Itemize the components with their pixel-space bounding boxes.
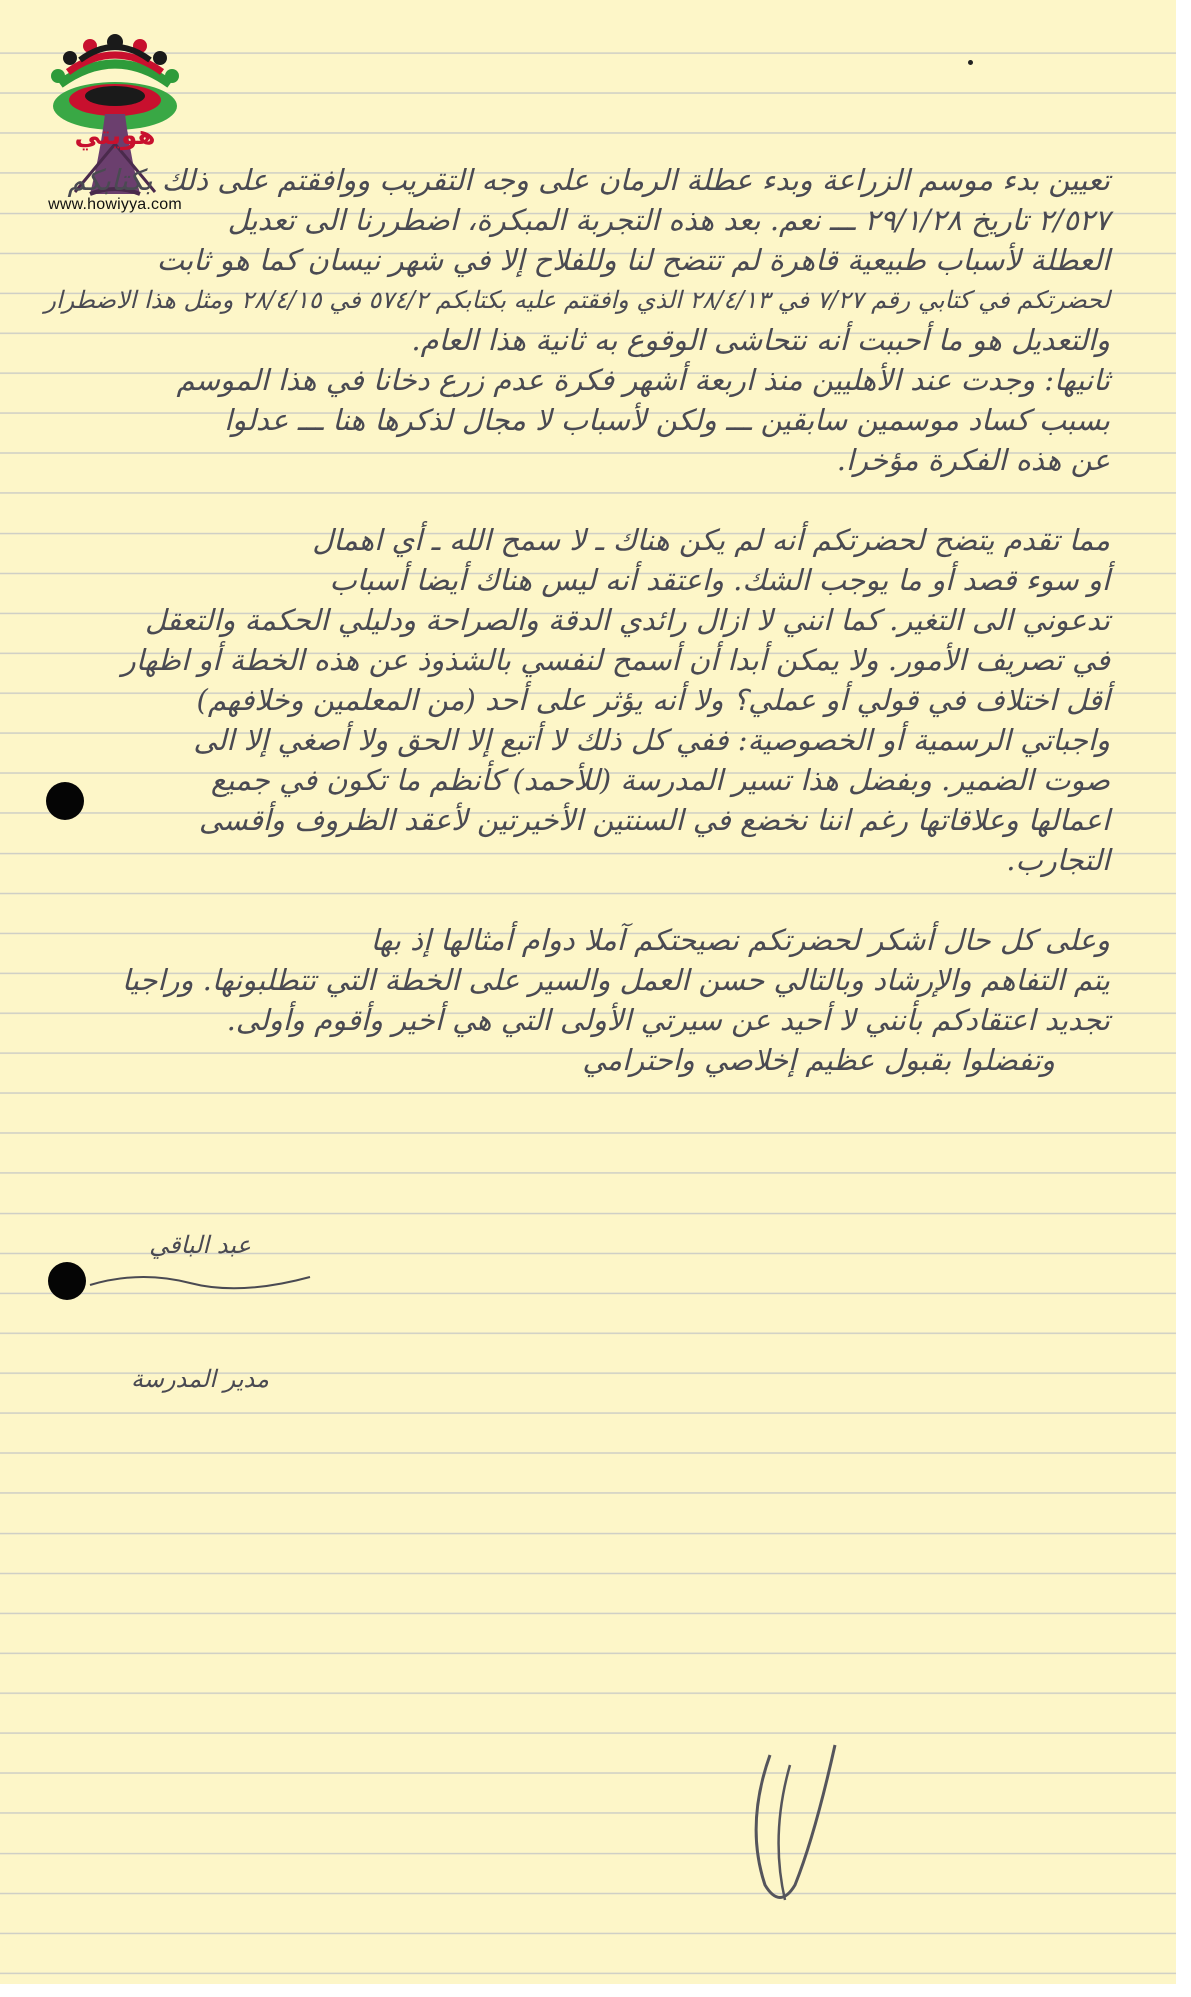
- letter-line: واجباتي الرسمية أو الخصوصية: ففي كل ذلك لا أتبع إلا الحق ولا أصغي إلا الى: [193, 723, 1110, 757]
- logo-text: هويتي: [74, 121, 156, 151]
- letter-line: تجديد اعتقادكم بأنني لا أحيد عن سيرتي الأولى التي هي أخير وأقوم وأولى.: [226, 1003, 1110, 1037]
- letter-line: عن هذه الفكرة مؤخرا.: [836, 443, 1110, 477]
- letter-line: بسبب كساد موسمين سابقين ـــ ولكن لأسباب لا مجال لذكرها هنا ـــ عدلوا: [224, 403, 1110, 437]
- letter-line: ٢/٥٢٧ تاريخ ٢٩/١/٢٨ ـــ نعم. بعد هذه التجربة المبكرة، اضطررنا الى تعديل: [227, 203, 1110, 237]
- signature-block: [80, 1225, 320, 1399]
- people-figures-icon: [51, 34, 179, 84]
- letter-line: تعيين بدء موسم الزراعة وبدء عطلة الرمان على وجه التقريب ووافقتم على ذلك بكتابكم: [67, 163, 1110, 197]
- blank-line: [20, 480, 1110, 520]
- punch-hole-top: [46, 782, 84, 820]
- logo-url: www.howiyya.com: [48, 196, 182, 213]
- blank-line: [20, 880, 1110, 920]
- letter-line: وعلى كل حال أشكر لحضرتكم نصيحتكم آملا دوام أمثالها إذ بها: [370, 923, 1110, 957]
- letter-line: التجارب.: [1006, 843, 1110, 877]
- check-mark-icon: [740, 1735, 850, 1915]
- letter-line: يتم التفاهم والإرشاد وبالتالي حسن العمل والسير على الخطة التي تتطلبونها. وراجيا: [121, 963, 1110, 997]
- letter-line: أو سوء قصد أو ما يوجب الشك. واعتقد أنه ليس هناك أيضا أسباب: [329, 563, 1110, 597]
- letter-line: لحضرتكم في كتابي رقم ٧/٢٧ في ٢٨/٤/١٣ الذي وافقتم عليه بكتابكم ٥٧٤/٢ في ٢٨/٤/١٥ ومثل هذا الاضطرار: [44, 286, 1110, 314]
- letter-line: أقل اختلاف في قولي أو عملي؟ ولا أنه يؤثر على أحد (من المعلمين وخلافهم): [196, 683, 1110, 717]
- signature-name: عبد الباقي: [149, 1231, 251, 1259]
- ink-speck: [968, 60, 973, 65]
- letter-line: تدعوني الى التغير. كما انني لا ازال رائدي الدقة والصراحة ودليلي الحكمة والتعقل: [145, 603, 1110, 637]
- signature-title: مدير المدرسة: [130, 1365, 270, 1393]
- letter-body: [20, 160, 1110, 1080]
- letter-line: ثانيها: وجدت عند الأهليين منذ اربعة أشهر فكرة عدم زرع دخانا في هذا الموسم: [176, 363, 1110, 397]
- letter-line: والتعديل هو ما أحببت أنه نتحاشى الوقوع به ثانية هذا العام.: [411, 323, 1110, 357]
- signature-flourish: [80, 1265, 320, 1295]
- closing-line: وتفضلوا بقبول عظيم إخلاصي واحترامي: [582, 1043, 1055, 1077]
- letter-line: في تصريف الأمور. ولا يمكن أبدا أن أسمح لنفسي بالشذوذ عن هذه الخطة أو اظهار: [121, 643, 1110, 677]
- punch-hole-bottom: [48, 1262, 86, 1300]
- letter-line: مما تقدم يتضح لحضرتكم أنه لم يكن هناك ـ لا سمح الله ـ أي اهمال: [312, 523, 1110, 557]
- letter-line: اعمالها وعلاقاتها رغم اننا نخضع في السنتين الأخيرتين لأعقد الظروف وأقسى: [198, 803, 1110, 837]
- letter-line: العطلة لأسباب طبيعية قاهرة لم تتضح لنا وللفلاح إلا في شهر نيسان كما هو ثابت: [156, 243, 1110, 277]
- letter-line: صوت الضمير. وبفضل هذا تسير المدرسة (للأحمد) كأنظم ما تكون في جميع: [210, 763, 1110, 797]
